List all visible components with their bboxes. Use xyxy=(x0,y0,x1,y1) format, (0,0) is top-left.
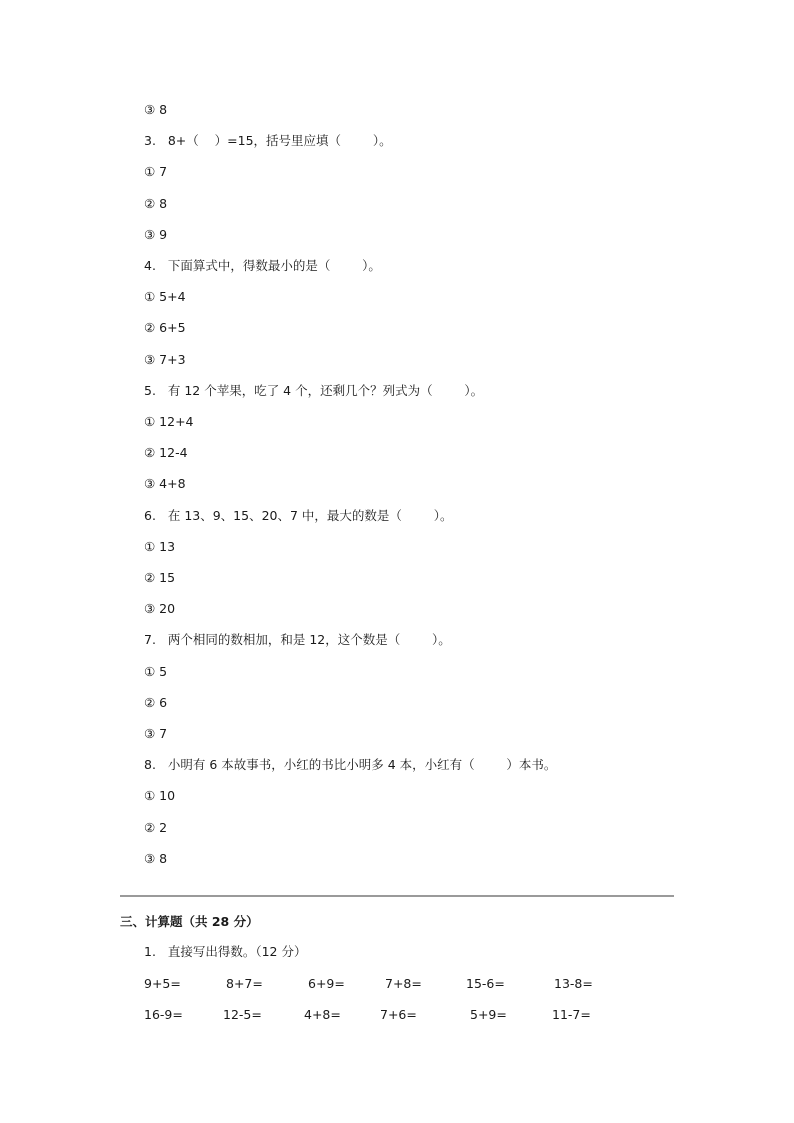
question-5: 5. 有 12 个苹果，吃了 4 个，还剩几个？列式为（ ）。 xyxy=(144,383,484,398)
calc-item: 8+7= xyxy=(226,976,263,991)
option-2: ② 6 xyxy=(144,695,168,710)
option-1: ① 12+4 xyxy=(144,414,194,429)
option-3: ③ 8 xyxy=(144,851,168,866)
option-2: ② 12-4 xyxy=(144,445,188,460)
calc-question-1: 1. 直接写出得数。（12 分） xyxy=(144,944,307,959)
option-3: ③ 7 xyxy=(144,726,168,741)
option-2: ② 8 xyxy=(144,196,168,211)
calc-item: 11-7= xyxy=(552,1007,591,1022)
question-4: 4. 下面算式中，得数最小的是（ ）。 xyxy=(144,258,381,273)
option-3: ③ 9 xyxy=(144,227,168,242)
calc-item: 5+9= xyxy=(470,1007,507,1022)
question-7: 7. 两个相同的数相加，和是 12，这个数是（ ）。 xyxy=(144,632,451,647)
option-1: ① 5+4 xyxy=(144,289,186,304)
question-6: 6. 在 13、9、15、20、7 中，最大的数是（ ）。 xyxy=(144,508,453,523)
calc-item: 12-5= xyxy=(223,1007,262,1022)
option-3: ③ 20 xyxy=(144,601,176,616)
option-1: ① 13 xyxy=(144,539,176,554)
question-3: 3. 8+（ ）=15，括号里应填（ ）。 xyxy=(144,133,392,148)
calc-item: 6+9= xyxy=(308,976,345,991)
calc-item: 4+8= xyxy=(304,1007,341,1022)
calc-item: 9+5= xyxy=(144,976,181,991)
option-3: ③ 4+8 xyxy=(144,476,186,491)
section-title: 三、计算题（共 28 分） xyxy=(120,914,259,929)
calc-item: 13-8= xyxy=(554,976,593,991)
calc-item: 16-9= xyxy=(144,1007,183,1022)
option-1: ① 5 xyxy=(144,664,168,679)
option-2: ② 15 xyxy=(144,570,176,585)
option-1: ① 7 xyxy=(144,164,168,179)
calc-item: 7+8= xyxy=(385,976,422,991)
calc-item: 15-6= xyxy=(466,976,505,991)
question-8: 8. 小明有 6 本故事书，小红的书比小明多 4 本，小红有（ ）本书。 xyxy=(144,757,557,772)
option-3: ③ 7+3 xyxy=(144,352,186,367)
calc-item: 7+6= xyxy=(380,1007,417,1022)
option-2: ② 6+5 xyxy=(144,320,186,335)
option-2: ② 2 xyxy=(144,820,168,835)
option-1: ① 10 xyxy=(144,788,176,803)
option-3: ③ 8 xyxy=(144,102,168,117)
section-divider xyxy=(120,895,674,897)
